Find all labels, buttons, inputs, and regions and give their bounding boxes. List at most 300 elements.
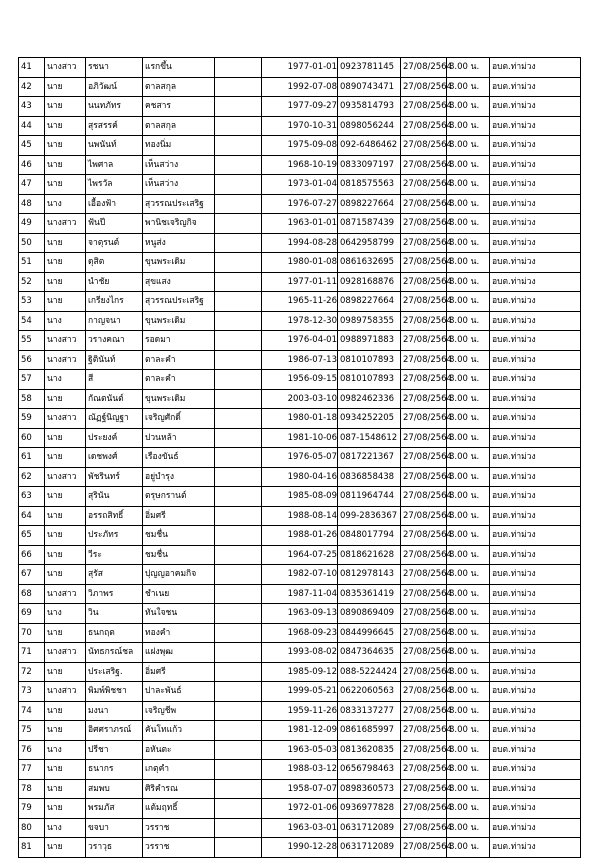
registration-date: 27/08/2564 xyxy=(401,409,447,429)
registration-date: 27/08/2564 xyxy=(401,565,447,585)
last-name: ทองนิ่ม xyxy=(143,136,215,156)
table-row xyxy=(19,233,581,253)
birth-date: 1963-09-13 xyxy=(262,604,338,624)
location: อบต.ท่าม่วง xyxy=(490,604,581,624)
row-number: 56 xyxy=(19,350,45,370)
empty-cell xyxy=(215,818,262,838)
last-name: สุวรรณประเสริฐ xyxy=(143,292,215,312)
first-name: สุรัส xyxy=(86,565,143,585)
row-number: 48 xyxy=(19,194,45,214)
appointment-time: 8.00 น. xyxy=(447,604,490,624)
table-row xyxy=(19,58,581,78)
title-prefix: นาย xyxy=(45,77,86,97)
title-prefix: นาง xyxy=(45,311,86,331)
last-name: ปาละพันธ์ xyxy=(143,682,215,702)
registration-date: 27/08/2564 xyxy=(401,428,447,448)
phone-number: 0898227664 xyxy=(338,194,401,214)
birth-date: 2003-03-10 xyxy=(262,389,338,409)
appointment-time: 8.00 น. xyxy=(447,194,490,214)
row-number: 60 xyxy=(19,428,45,448)
table-row xyxy=(19,526,581,546)
birth-date: 1977-09-27 xyxy=(262,97,338,117)
table-row xyxy=(19,779,581,799)
table-row xyxy=(19,331,581,351)
table-row xyxy=(19,604,581,624)
registration-date: 27/08/2564 xyxy=(401,389,447,409)
appointment-time: 8.00 น. xyxy=(447,740,490,760)
table-row xyxy=(19,214,581,234)
first-name: ไพรวัล xyxy=(86,175,143,195)
first-name: นพนันท์ xyxy=(86,136,143,156)
table-row xyxy=(19,409,581,429)
first-name: เดชพงศ์ xyxy=(86,448,143,468)
last-name: อิ่มศรี xyxy=(143,662,215,682)
birth-date: 1988-01-26 xyxy=(262,526,338,546)
location: อบต.ท่าม่วง xyxy=(490,643,581,663)
last-name: แต้มฤทธิ์ xyxy=(143,799,215,819)
title-prefix: นาง xyxy=(45,194,86,214)
registration-date: 27/08/2564 xyxy=(401,448,447,468)
title-prefix: นางสาว xyxy=(45,643,86,663)
title-prefix: นาย xyxy=(45,701,86,721)
table-row xyxy=(19,136,581,156)
location: อบต.ท่าม่วง xyxy=(490,623,581,643)
location: อบต.ท่าม่วง xyxy=(490,760,581,780)
title-prefix: นาย xyxy=(45,838,86,858)
row-number: 44 xyxy=(19,116,45,136)
empty-cell xyxy=(215,506,262,526)
birth-date: 1968-09-23 xyxy=(262,623,338,643)
title-prefix: นางสาว xyxy=(45,350,86,370)
location: อบต.ท่าม่วง xyxy=(490,740,581,760)
first-name: ณัฏฐ์นิญฐา xyxy=(86,409,143,429)
registration-date: 27/08/2564 xyxy=(401,233,447,253)
first-name: อภิวัฒน์ xyxy=(86,77,143,97)
appointment-time: 8.00 น. xyxy=(447,838,490,858)
phone-number: 0988971883 xyxy=(338,331,401,351)
phone-number: 0631712089 xyxy=(338,818,401,838)
phone-number: 0861632695 xyxy=(338,253,401,273)
birth-date: 1959-11-26 xyxy=(262,701,338,721)
birth-date: 1970-10-31 xyxy=(262,116,338,136)
appointment-time: 8.00 น. xyxy=(447,175,490,195)
title-prefix: นาย xyxy=(45,136,86,156)
appointment-time: 8.00 น. xyxy=(447,682,490,702)
appointment-time: 8.00 น. xyxy=(447,565,490,585)
birth-date: 1973-01-04 xyxy=(262,175,338,195)
empty-cell xyxy=(215,136,262,156)
appointment-time: 8.00 น. xyxy=(447,370,490,390)
location: อบต.ท่าม่วง xyxy=(490,701,581,721)
title-prefix: นาย xyxy=(45,233,86,253)
location: อบต.ท่าม่วง xyxy=(490,487,581,507)
appointment-time: 8.00 น. xyxy=(447,409,490,429)
phone-number: 099-2836367 xyxy=(338,506,401,526)
last-name: ปุญญอาคมกิจ xyxy=(143,565,215,585)
registration-date: 27/08/2564 xyxy=(401,584,447,604)
last-name: รอดมา xyxy=(143,331,215,351)
last-name: ทองคำ xyxy=(143,623,215,643)
location: อบต.ท่าม่วง xyxy=(490,662,581,682)
location: อบต.ท่าม่วง xyxy=(490,389,581,409)
empty-cell xyxy=(215,175,262,195)
title-prefix: นาย xyxy=(45,116,86,136)
registration-date: 27/08/2564 xyxy=(401,253,447,273)
birth-date: 1986-07-13 xyxy=(262,350,338,370)
appointment-time: 8.00 น. xyxy=(447,214,490,234)
registration-date: 27/08/2564 xyxy=(401,97,447,117)
title-prefix: นาย xyxy=(45,175,86,195)
birth-date: 1981-12-09 xyxy=(262,721,338,741)
registration-date: 27/08/2564 xyxy=(401,136,447,156)
title-prefix: นาย xyxy=(45,448,86,468)
birth-date: 1958-07-07 xyxy=(262,779,338,799)
last-name: แฝงพุฒ xyxy=(143,643,215,663)
appointment-time: 8.00 น. xyxy=(447,311,490,331)
appointment-time: 8.00 น. xyxy=(447,643,490,663)
phone-number: 0898056244 xyxy=(338,116,401,136)
table-row xyxy=(19,838,581,858)
empty-cell xyxy=(215,565,262,585)
title-prefix: นาย xyxy=(45,526,86,546)
last-name: ขุนพระเดิม xyxy=(143,311,215,331)
last-name: ตรุษกรานต์ xyxy=(143,487,215,507)
birth-date: 1980-01-08 xyxy=(262,253,338,273)
appointment-time: 8.00 น. xyxy=(447,760,490,780)
phone-number: 0811964744 xyxy=(338,487,401,507)
registration-date: 27/08/2564 xyxy=(401,175,447,195)
title-prefix: นางสาว xyxy=(45,584,86,604)
title-prefix: นาง xyxy=(45,818,86,838)
registration-date: 27/08/2564 xyxy=(401,194,447,214)
location: อบต.ท่าม่วง xyxy=(490,448,581,468)
table-row xyxy=(19,370,581,390)
appointment-time: 8.00 น. xyxy=(447,136,490,156)
location: อบต.ท่าม่วง xyxy=(490,409,581,429)
birth-date: 1965-11-26 xyxy=(262,292,338,312)
first-name: วิภาพร xyxy=(86,584,143,604)
location: อบต.ท่าม่วง xyxy=(490,214,581,234)
appointment-time: 8.00 น. xyxy=(447,662,490,682)
phone-number: 0835361419 xyxy=(338,584,401,604)
location: อบต.ท่าม่วง xyxy=(490,194,581,214)
appointment-time: 8.00 น. xyxy=(447,77,490,97)
empty-cell xyxy=(215,760,262,780)
phone-number: 0818621628 xyxy=(338,545,401,565)
location: อบต.ท่าม่วง xyxy=(490,97,581,117)
phone-number: 0890869409 xyxy=(338,604,401,624)
appointment-time: 8.00 น. xyxy=(447,292,490,312)
first-name: สี xyxy=(86,370,143,390)
phone-number: 0871587439 xyxy=(338,214,401,234)
birth-date: 1964-07-25 xyxy=(262,545,338,565)
phone-number: 0812978143 xyxy=(338,565,401,585)
appointment-time: 8.00 น. xyxy=(447,467,490,487)
first-name: วราวุธ xyxy=(86,838,143,858)
location: อบต.ท่าม่วง xyxy=(490,116,581,136)
table-row xyxy=(19,350,581,370)
registration-date: 27/08/2564 xyxy=(401,643,447,663)
table-row xyxy=(19,760,581,780)
row-number: 59 xyxy=(19,409,45,429)
location: อบต.ท่าม่วง xyxy=(490,175,581,195)
phone-number: 0847364635 xyxy=(338,643,401,663)
empty-cell xyxy=(215,428,262,448)
table-row xyxy=(19,428,581,448)
phone-number: 0844996645 xyxy=(338,623,401,643)
last-name: ขุนพระเดิม xyxy=(143,253,215,273)
last-name: ทันใจชน xyxy=(143,604,215,624)
appointment-time: 8.00 น. xyxy=(447,526,490,546)
row-number: 77 xyxy=(19,760,45,780)
empty-cell xyxy=(215,233,262,253)
empty-cell xyxy=(215,448,262,468)
first-name: สุรสรรค์ xyxy=(86,116,143,136)
appointment-time: 8.00 น. xyxy=(447,818,490,838)
first-name: เกรียงไกร xyxy=(86,292,143,312)
phone-number: 0810107893 xyxy=(338,350,401,370)
empty-cell xyxy=(215,272,262,292)
last-name: อยู่บำรุง xyxy=(143,467,215,487)
title-prefix: นาย xyxy=(45,760,86,780)
empty-cell xyxy=(215,643,262,663)
appointment-time: 8.00 น. xyxy=(447,701,490,721)
row-number: 63 xyxy=(19,487,45,507)
phone-number: 0982462336 xyxy=(338,389,401,409)
registration-date: 27/08/2564 xyxy=(401,526,447,546)
title-prefix: นางสาว xyxy=(45,58,86,78)
last-name: เจริญศักดิ์ xyxy=(143,409,215,429)
registration-date: 27/08/2564 xyxy=(401,350,447,370)
last-name: คชสาร xyxy=(143,97,215,117)
birth-date: 1977-01-01 xyxy=(262,58,338,78)
appointment-time: 8.00 น. xyxy=(447,350,490,370)
row-number: 53 xyxy=(19,292,45,312)
last-name: ศิริคำรณ xyxy=(143,779,215,799)
row-number: 64 xyxy=(19,506,45,526)
birth-date: 1975-09-08 xyxy=(262,136,338,156)
row-number: 58 xyxy=(19,389,45,409)
last-name: พานิชเจริญกิจ xyxy=(143,214,215,234)
title-prefix: นางสาว xyxy=(45,214,86,234)
last-name: ชมชื่น xyxy=(143,545,215,565)
phone-number: 0935814793 xyxy=(338,97,401,117)
appointment-time: 8.00 น. xyxy=(447,506,490,526)
registration-date: 27/08/2564 xyxy=(401,623,447,643)
title-prefix: นาย xyxy=(45,253,86,273)
table-row xyxy=(19,272,581,292)
row-number: 78 xyxy=(19,779,45,799)
appointment-time: 8.00 น. xyxy=(447,448,490,468)
title-prefix: นางสาว xyxy=(45,331,86,351)
appointment-time: 8.00 น. xyxy=(447,116,490,136)
birth-date: 1981-10-06 xyxy=(262,428,338,448)
empty-cell xyxy=(215,194,262,214)
table-row xyxy=(19,818,581,838)
row-number: 57 xyxy=(19,370,45,390)
location: อบต.ท่าม่วง xyxy=(490,155,581,175)
phone-number: 0836858438 xyxy=(338,467,401,487)
last-name: ตาละคำ xyxy=(143,350,215,370)
location: อบต.ท่าม่วง xyxy=(490,818,581,838)
empty-cell xyxy=(215,526,262,546)
table-row xyxy=(19,175,581,195)
first-name: ฐิตินันท์ xyxy=(86,350,143,370)
registration-date: 27/08/2564 xyxy=(401,272,447,292)
last-name: เห็นสว่าง xyxy=(143,175,215,195)
table-row xyxy=(19,799,581,819)
table-row xyxy=(19,506,581,526)
birth-date: 1982-07-10 xyxy=(262,565,338,585)
location: อบต.ท่าม่วง xyxy=(490,584,581,604)
row-number: 68 xyxy=(19,584,45,604)
table-row xyxy=(19,77,581,97)
row-number: 76 xyxy=(19,740,45,760)
last-name: วรราช xyxy=(143,818,215,838)
empty-cell xyxy=(215,779,262,799)
table-row xyxy=(19,721,581,741)
birth-date: 1968-10-19 xyxy=(262,155,338,175)
table-row xyxy=(19,565,581,585)
row-number: 52 xyxy=(19,272,45,292)
location: อบต.ท่าม่วง xyxy=(490,565,581,585)
title-prefix: นาย xyxy=(45,721,86,741)
table-row xyxy=(19,643,581,663)
appointment-time: 8.00 น. xyxy=(447,272,490,292)
title-prefix: นาย xyxy=(45,155,86,175)
row-number: 67 xyxy=(19,565,45,585)
appointment-time: 8.00 น. xyxy=(447,584,490,604)
birth-date: 1994-08-28 xyxy=(262,233,338,253)
title-prefix: นาย xyxy=(45,292,86,312)
empty-cell xyxy=(215,467,262,487)
empty-cell xyxy=(215,740,262,760)
birth-date: 1990-12-28 xyxy=(262,838,338,858)
row-number: 65 xyxy=(19,526,45,546)
phone-number: 088-5224424 xyxy=(338,662,401,682)
table-row xyxy=(19,701,581,721)
table-row xyxy=(19,662,581,682)
birth-date: 1956-09-15 xyxy=(262,370,338,390)
registration-date: 27/08/2564 xyxy=(401,799,447,819)
birth-date: 1976-04-01 xyxy=(262,331,338,351)
last-name: คันโทแก้ว xyxy=(143,721,215,741)
birth-date: 1972-01-06 xyxy=(262,799,338,819)
empty-cell xyxy=(215,77,262,97)
phone-number: 0833097197 xyxy=(338,155,401,175)
birth-date: 1999-05-21 xyxy=(262,682,338,702)
appointment-time: 8.00 น. xyxy=(447,779,490,799)
birth-date: 1978-12-30 xyxy=(262,311,338,331)
registration-date: 27/08/2564 xyxy=(401,331,447,351)
table-row xyxy=(19,116,581,136)
last-name: แรกขึ้น xyxy=(143,58,215,78)
appointment-time: 8.00 น. xyxy=(447,97,490,117)
row-number: 45 xyxy=(19,136,45,156)
empty-cell xyxy=(215,721,262,741)
first-name: ไพศาล xyxy=(86,155,143,175)
last-name: เรืองขันธ์ xyxy=(143,448,215,468)
location: อบต.ท่าม่วง xyxy=(490,292,581,312)
first-name: อิศศราภรณ์ xyxy=(86,721,143,741)
last-name: สุวรรณประเสริฐ xyxy=(143,194,215,214)
first-name: กาญจนา xyxy=(86,311,143,331)
first-name: รชนา xyxy=(86,58,143,78)
last-name: ขุนพระเดิม xyxy=(143,389,215,409)
table-row xyxy=(19,311,581,331)
row-number: 50 xyxy=(19,233,45,253)
empty-cell xyxy=(215,97,262,117)
row-number: 46 xyxy=(19,155,45,175)
registration-date: 27/08/2564 xyxy=(401,838,447,858)
phone-number: 0890743471 xyxy=(338,77,401,97)
table-row xyxy=(19,487,581,507)
registration-date: 27/08/2564 xyxy=(401,292,447,312)
appointment-time: 8.00 น. xyxy=(447,58,490,78)
registration-date: 27/08/2564 xyxy=(401,545,447,565)
row-number: 47 xyxy=(19,175,45,195)
title-prefix: นางสาว xyxy=(45,467,86,487)
phone-number: 0810107893 xyxy=(338,370,401,390)
registration-table xyxy=(18,57,581,858)
empty-cell xyxy=(215,584,262,604)
empty-cell xyxy=(215,214,262,234)
empty-cell xyxy=(215,331,262,351)
location: อบต.ท่าม่วง xyxy=(490,506,581,526)
title-prefix: นางสาว xyxy=(45,409,86,429)
location: อบต.ท่าม่วง xyxy=(490,838,581,858)
empty-cell xyxy=(215,370,262,390)
title-prefix: นาย xyxy=(45,272,86,292)
appointment-time: 8.00 น. xyxy=(447,721,490,741)
last-name: ปวนหล้า xyxy=(143,428,215,448)
table-row xyxy=(19,292,581,312)
table-row xyxy=(19,740,581,760)
first-name: ดุสิต xyxy=(86,253,143,273)
registration-date: 27/08/2564 xyxy=(401,487,447,507)
first-name: สุรินัน xyxy=(86,487,143,507)
table-row xyxy=(19,194,581,214)
location: อบต.ท่าม่วง xyxy=(490,526,581,546)
appointment-time: 8.00 น. xyxy=(447,799,490,819)
registration-date: 27/08/2564 xyxy=(401,311,447,331)
table-row xyxy=(19,155,581,175)
first-name: ประยงค์ xyxy=(86,428,143,448)
location: อบต.ท่าม่วง xyxy=(490,58,581,78)
phone-number: 0923781145 xyxy=(338,58,401,78)
empty-cell xyxy=(215,350,262,370)
registration-date: 27/08/2564 xyxy=(401,721,447,741)
first-name: ฟันปี xyxy=(86,214,143,234)
empty-cell xyxy=(215,253,262,273)
registration-date: 27/08/2564 xyxy=(401,604,447,624)
birth-date: 1977-01-11 xyxy=(262,272,338,292)
registration-date: 27/08/2564 xyxy=(401,682,447,702)
phone-number: 0642958799 xyxy=(338,233,401,253)
table-row xyxy=(19,448,581,468)
location: อบต.ท่าม่วง xyxy=(490,350,581,370)
row-number: 51 xyxy=(19,253,45,273)
row-number: 81 xyxy=(19,838,45,858)
location: อบต.ท่าม่วง xyxy=(490,467,581,487)
phone-number: 0817221367 xyxy=(338,448,401,468)
row-number: 61 xyxy=(19,448,45,468)
row-number: 74 xyxy=(19,701,45,721)
location: อบต.ท่าม่วง xyxy=(490,253,581,273)
empty-cell xyxy=(215,545,262,565)
registration-date: 27/08/2564 xyxy=(401,155,447,175)
location: อบต.ท่าม่วง xyxy=(490,428,581,448)
